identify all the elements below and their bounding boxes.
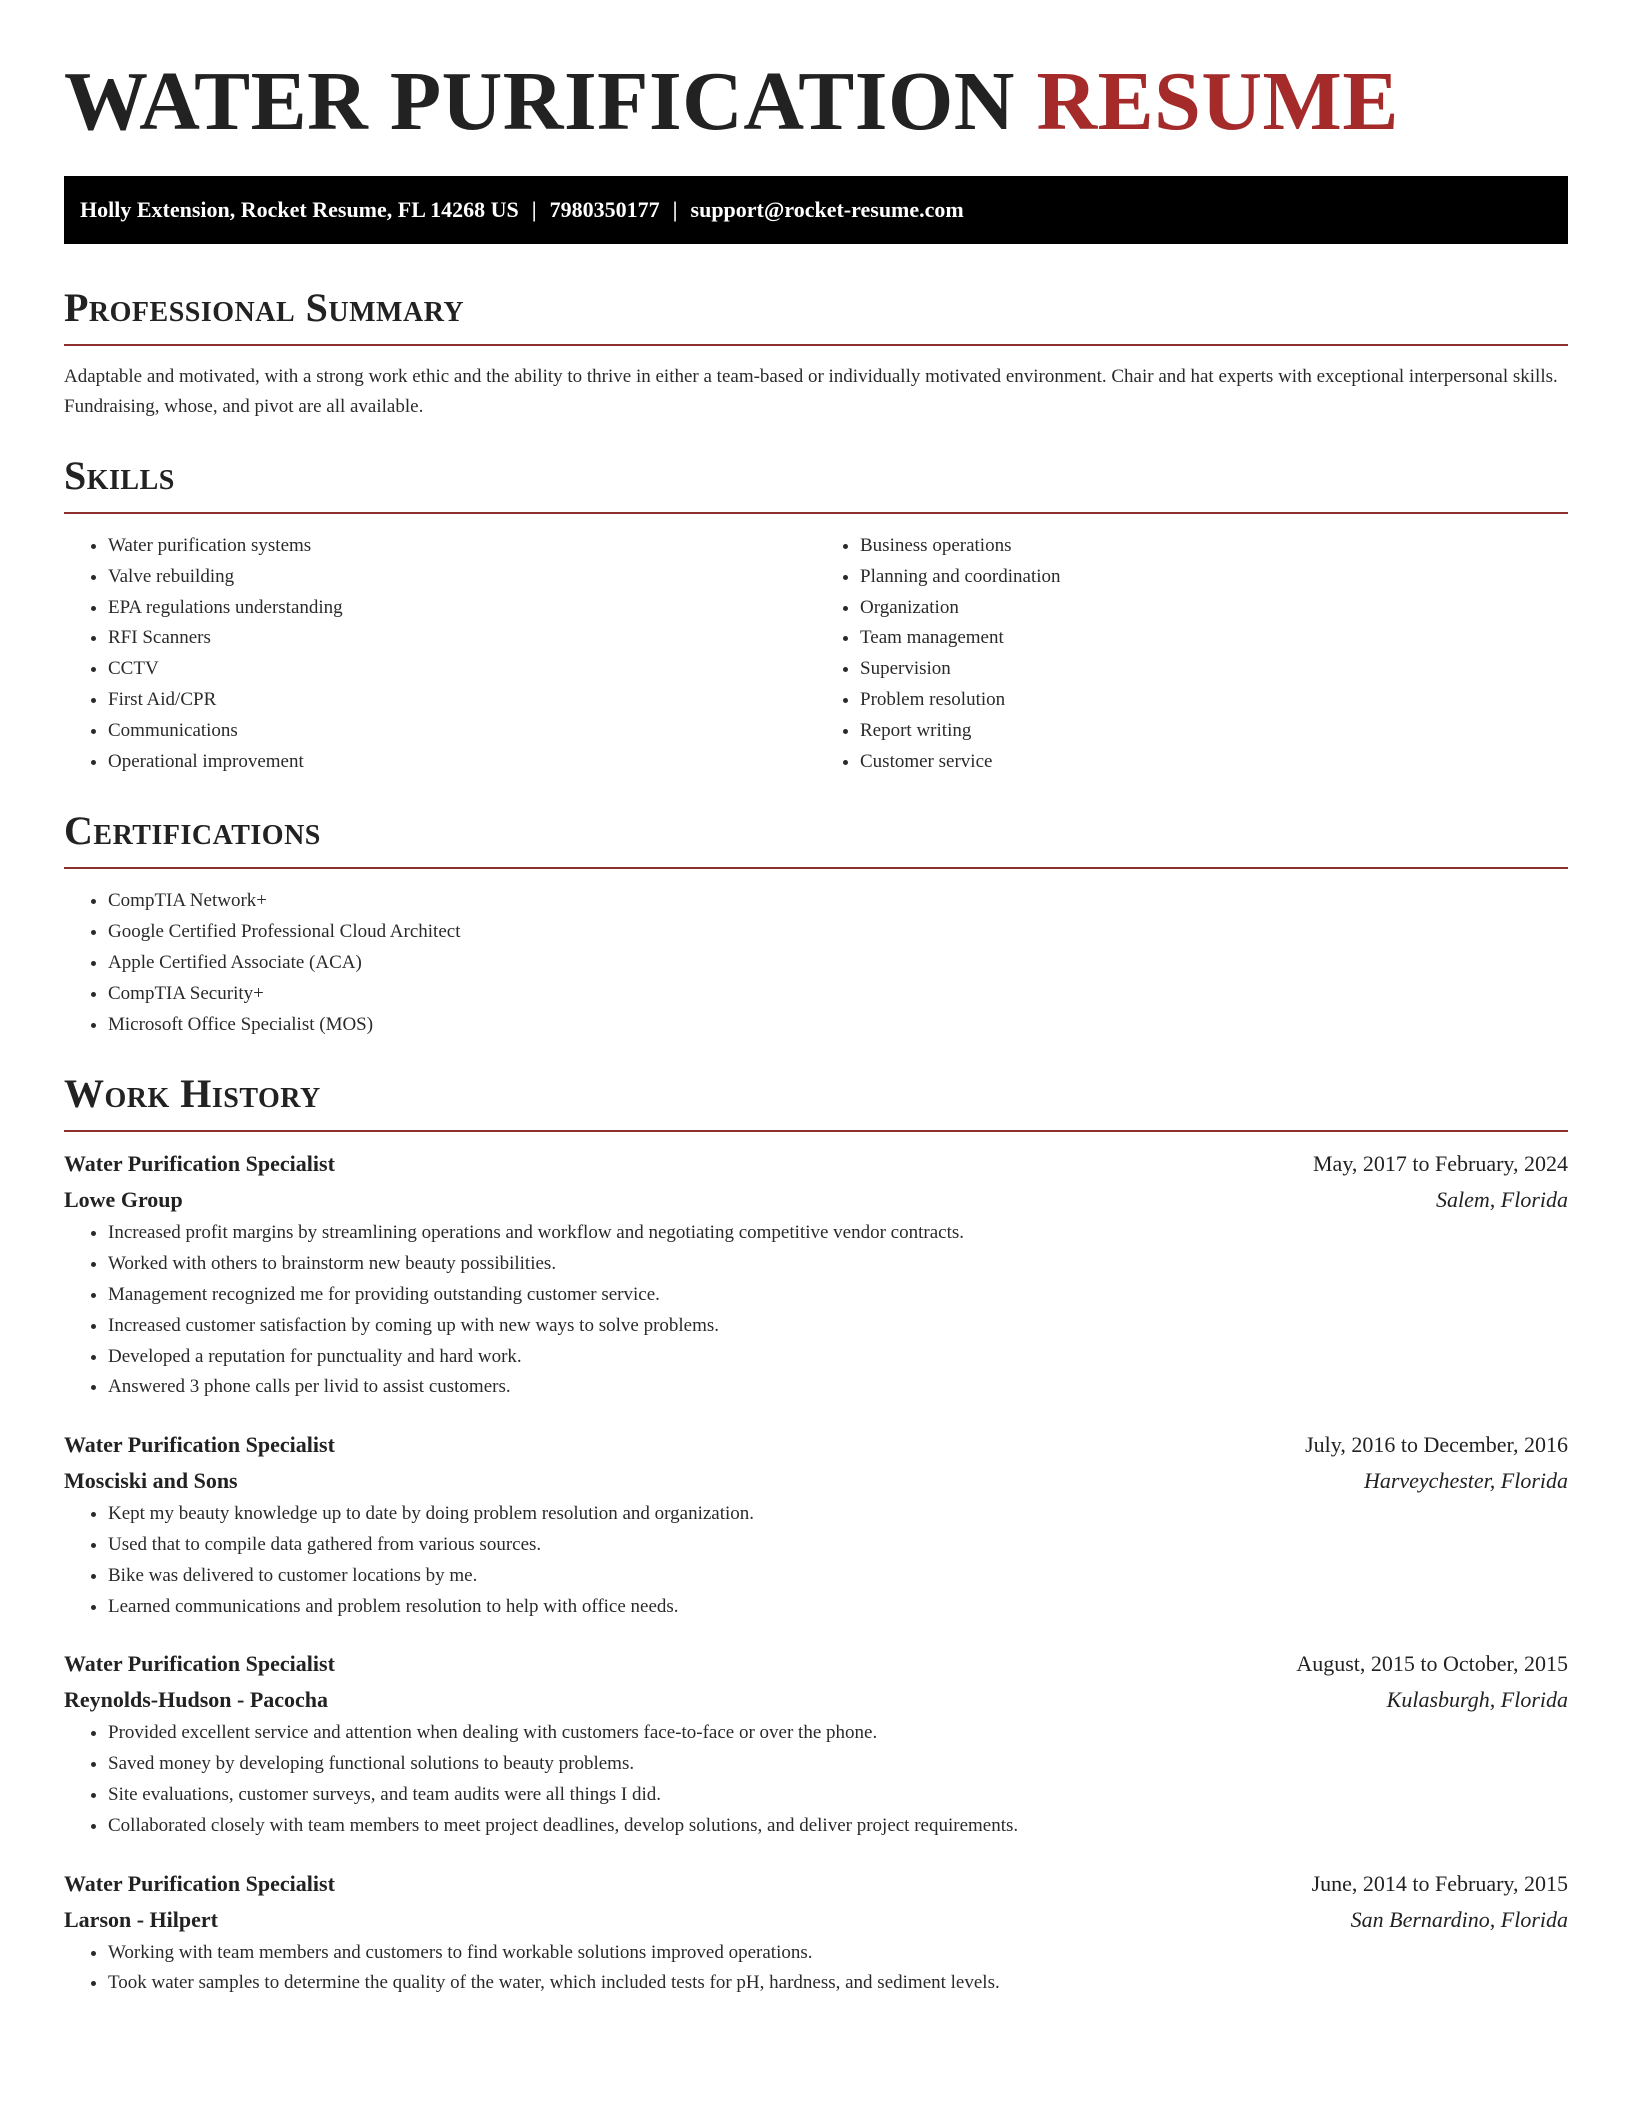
title-accent: RESUME <box>1036 55 1399 148</box>
job-duty: • Management recognized me for providing outstanding customer service. <box>108 1280 1568 1311</box>
skill-item: • Communications <box>108 716 816 747</box>
title-main: WATER PURIFICATION <box>64 55 1015 148</box>
certification-item: • Apple Certified Associate (ACA) <box>108 948 1568 979</box>
job-company: Mosciski and Sons <box>64 1468 238 1494</box>
skills-list-left <box>64 531 816 777</box>
section-divider <box>64 512 1568 514</box>
job-title: Water Purification Specialist <box>64 1151 335 1177</box>
skill-item: • Organization <box>860 593 1568 624</box>
job-header-row <box>64 1146 1568 1182</box>
certifications-list <box>64 886 1568 1040</box>
job-title: Water Purification Specialist <box>64 1432 335 1458</box>
job-company: Lowe Group <box>64 1187 183 1213</box>
skill-item: • First Aid/CPR <box>108 685 816 716</box>
contact-email: support@rocket-resume.com <box>690 197 964 222</box>
job-company-row <box>64 1463 1568 1499</box>
job-duties-list <box>64 1218 1568 1403</box>
job-duty: • Site evaluations, customer surveys, and team audits were all things I did. <box>108 1780 1568 1811</box>
job-header-row <box>64 1427 1568 1463</box>
job-company-row <box>64 1682 1568 1718</box>
contact-address: Holly Extension, Rocket Resume, FL 14268 US <box>80 197 519 222</box>
job-header-row <box>64 1866 1568 1902</box>
skill-item: • RFI Scanners <box>108 623 816 654</box>
job-duties-list <box>64 1499 1568 1622</box>
summary-text: Adaptable and motivated, with a strong work ethic and the ability to thrive in either a team-based or individually motivated environment. Chair and hat experts with exceptional interpersonal skills. Fundraising, whose, and pivot are all available. <box>64 366 1558 417</box>
skill-item: • CCTV <box>108 654 816 685</box>
job-duty: • Answered 3 phone calls per livid to assist customers. <box>108 1372 1568 1403</box>
skill-item: • Team management <box>860 623 1568 654</box>
skill-item: • Water purification systems <box>108 531 816 562</box>
section-heading-summary: Professional Summary <box>64 285 465 330</box>
job-entry <box>64 1866 1568 2000</box>
job-duty: • Bike was delivered to customer locations by me. <box>108 1561 1568 1592</box>
resume-page <box>64 0 1568 1999</box>
contact-separator: | <box>531 197 537 222</box>
skills-columns <box>64 531 1568 777</box>
job-duty: • Collaborated closely with team members to meet project deadlines, develop solutions, and deliver project requirements. <box>108 1811 1568 1842</box>
job-entry <box>64 1427 1568 1622</box>
job-duty: • Worked with others to brainstorm new beauty possibilities. <box>108 1249 1568 1280</box>
skill-item: • Customer service <box>860 747 1568 778</box>
certification-item: • CompTIA Security+ <box>108 979 1568 1010</box>
contact-phone: 7980350177 <box>549 197 660 222</box>
job-dates: August, 2015 to October, 2015 <box>1296 1651 1568 1677</box>
summary-section <box>64 284 1568 422</box>
job-duties-list <box>64 1718 1568 1841</box>
skill-item: • Problem resolution <box>860 685 1568 716</box>
job-duty: • Kept my beauty knowledge up to date by doing problem resolution and organization. <box>108 1499 1568 1530</box>
skill-item: • Report writing <box>860 716 1568 747</box>
job-header-row <box>64 1646 1568 1682</box>
job-dates: May, 2017 to February, 2024 <box>1313 1151 1568 1177</box>
contact-bar <box>64 176 1568 244</box>
certification-item: • Google Certified Professional Cloud Architect <box>108 917 1568 948</box>
section-divider <box>64 867 1568 869</box>
certification-item: • Microsoft Office Specialist (MOS) <box>108 1010 1568 1041</box>
skills-section <box>64 452 1568 777</box>
job-company: Reynolds-Hudson - Pacocha <box>64 1687 329 1713</box>
job-entry <box>64 1146 1568 1403</box>
skill-item: • Planning and coordination <box>860 562 1568 593</box>
skills-list-right <box>816 531 1568 777</box>
job-location: Harveychester, Florida <box>1363 1468 1568 1494</box>
job-location: San Bernardino, Florida <box>1350 1906 1568 1932</box>
job-duties-list <box>64 1938 1568 2000</box>
job-duty: • Learned communications and problem resolution to help with office needs. <box>108 1592 1568 1623</box>
job-duty: • Provided excellent service and attention when dealing with customers face-to-face or over the phone. <box>108 1718 1568 1749</box>
contact-separator: | <box>672 197 678 222</box>
skill-item: • Valve rebuilding <box>108 562 816 593</box>
job-company-row <box>64 1182 1568 1218</box>
section-divider <box>64 344 1568 346</box>
job-title: Water Purification Specialist <box>64 1651 335 1677</box>
job-duty: • Saved money by developing functional solutions to beauty problems. <box>108 1749 1568 1780</box>
job-duty: • Used that to compile data gathered from various sources. <box>108 1530 1568 1561</box>
skill-item: • EPA regulations understanding <box>108 593 816 624</box>
job-company-row <box>64 1902 1568 1938</box>
certification-item: • CompTIA Network+ <box>108 886 1568 917</box>
section-heading-work-history: Work History <box>64 1071 321 1117</box>
certifications-section <box>64 807 1568 1040</box>
job-location: Salem, Florida <box>1436 1187 1568 1213</box>
skill-item: • Supervision <box>860 654 1568 685</box>
job-title: Water Purification Specialist <box>64 1870 335 1896</box>
job-duty: • Developed a reputation for punctuality and hard work. <box>108 1342 1568 1373</box>
job-company: Larson - Hilpert <box>64 1906 218 1932</box>
job-entry <box>64 1646 1568 1841</box>
job-dates: July, 2016 to December, 2016 <box>1305 1432 1568 1458</box>
skill-item: • Operational improvement <box>108 747 816 778</box>
resume-title <box>64 0 1568 152</box>
work-history-section <box>64 1070 1568 1999</box>
job-location: Kulasburgh, Florida <box>1386 1687 1568 1713</box>
job-duty: • Increased profit margins by streamlining operations and workflow and negotiating competitive vendor contracts. <box>108 1218 1568 1249</box>
job-duty: • Increased customer satisfaction by coming up with new ways to solve problems. <box>108 1311 1568 1342</box>
job-dates: June, 2014 to February, 2015 <box>1311 1870 1568 1896</box>
job-duty: • Working with team members and customers to find workable solutions improved operations. <box>108 1938 1568 1969</box>
skill-item: • Business operations <box>860 531 1568 562</box>
job-duty: • Took water samples to determine the quality of the water, which included tests for pH, hardness, and sediment levels. <box>108 1968 1568 1999</box>
section-divider <box>64 1130 1568 1132</box>
section-heading-certifications: Certifications <box>64 808 321 854</box>
section-heading-skills: Skills <box>64 453 175 498</box>
